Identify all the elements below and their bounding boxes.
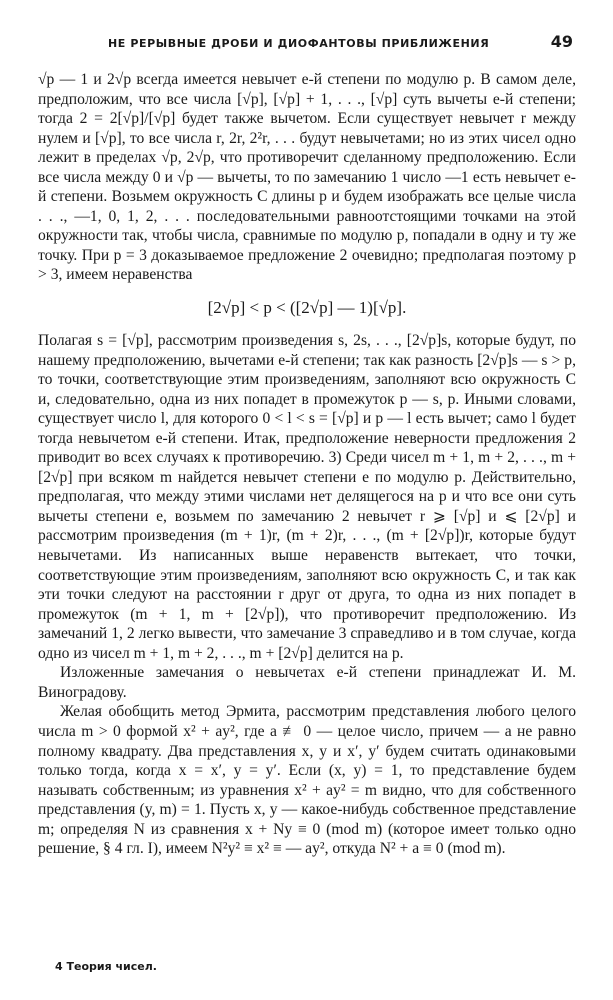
page-number: 49 (550, 32, 573, 51)
paragraph-hermite-method: Желая обобщить метод Эрмита, рассмотрим представления любого целого числа m > 0 формой x² + ay², где a ≢ 0 — целое число, причем — a не равно полному квадрату. Два представления x, y и x′, y′ будем считать одинаковыми только тогда, когда x = x′, y = y′. Если (x, y) = 1, то представление будем называть собственным; из уравнения x² + ay² = m видно, что для собственного представления (y, m) = 1. Пусть x, y — какое-нибудь собственное представление m; определяя N из сравнения x + Ny ≡ 0 (mod m) (которое имеет только одно решение, § 4 гл. I), имеем N²y² ≡ x² ≡ — ay², откуда N² + a ≡ 0 (mod m). (38, 703, 576, 858)
signature-footer: 4 Теория чисел. (55, 960, 157, 973)
paragraph-vinogradov-note: Изложенные замечания о невычетах e-й степени принадлежат И. М. Виноградову. (38, 664, 576, 701)
page-body (38, 70, 576, 859)
running-title: НЕ РЕРЫВНЫЕ ДРОБИ И ДИОФАНТОВЫ ПРИБЛИЖЕНИЯ (108, 37, 490, 50)
page-header (38, 30, 573, 54)
paragraph-products-argument: Полагая s = [√p], рассмотрим произведения s, 2s, . . ., [2√p]s, которые будут, по нашему предположению, вычетами e-й степени; так как разность [2√p]s — s > p, то точки, соответствующие этим произведениям, заполняют всю окружность C и, следовательно, одна из них попадет в промежуток p — s, p. Иными словами, существует число l, для которого 0 < l < s = [√p] и p — l есть вычет; само l будет тогда невычетом e-й степени. Итак, предположение неверности предложения 2 приводит во всех случаях к противоречию. 3) Среди чисел m + 1, m + 2, . . ., m + [2√p] при всяком m найдется невычет степени e по модулю p. Действительно, предполагая, что между этими числами нет делящегося на p и что все они суть вычеты степени e, возьмем по замечанию 2 невычет r ⩾ [√p] и ⩽ [2√p] и рассмотрим произведения (m + 1)r, (m + 2)r, . . ., (m + [2√p])r, которые будут невычетами. Из написанных выше неравенств вытекает, что точки, соответствующие этим произведениям, заполняют всю окружность C, и так как эти точки следуют на расстоянии r друг от друга, то одна из них попадет в промежуток (m + 1, m + [2√p]), что противоречит предположению. Из замечаний 1, 2 легко вывести, что замечание 3 справедливо и в том случае, когда одно из чисел m + 1, m + 2, . . ., m + [2√p] делится на p. (38, 332, 576, 662)
paragraph-nonresidue-proof: √p — 1 и 2√p всегда имеется невычет e-й степени по модулю p. В самом деле, предположим, что все числа [√p], [√p] + 1, . . ., [√p] суть вычеты e-й степени; тогда 2 = 2[√p]/[√p] будет также вычетом. Если существует невычет r между нулем и [√p], то все числа r, 2r, 2²r, . . . будут невычетами; но из этих чисел одно лежит в пределах √p, 2√p, что противоречит сделанному предположению. Если все числа между 0 и √p — вычеты, то по замечанию 1 число —1 есть невычет e-й степени. Возьмем окружность C длины p и будем изображать все целые числа . . ., —1, 0, 1, 2, . . . последовательными равноотстоящими точками на этой окружности так, чтобы числа, сравнимые по модулю p, попадали в одну и ту же точку. При p = 3 доказываемое предложение 2 очевидно; предполагая поэтому p > 3, имеем неравенства (38, 71, 576, 284)
inequality-formula: [2√p] < p < ([2√p] — 1)[√p]. (207, 298, 407, 318)
